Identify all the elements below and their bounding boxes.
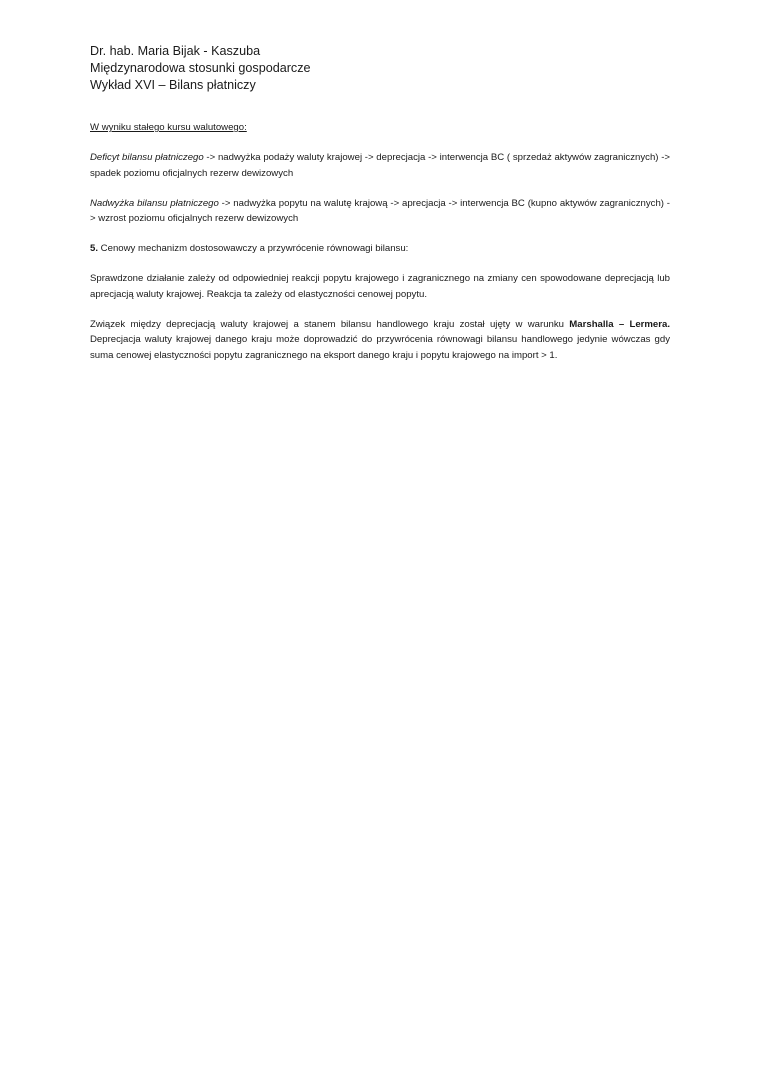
elasticity-paragraph: Sprawdzone działanie zależy od odpowiedniej reakcji popytu krajowego i zagranicznego na zmiany cen spowodowane deprecjacją lub aprecjacją waluty krajowej. Reakcja ta zależy od elastyczności cenowej popytu. (90, 273, 670, 300)
deficit-paragraph (90, 150, 670, 181)
document-page (90, 43, 670, 378)
surplus-text: -> nadwyżka popytu na walutę krajową -> aprecjacja -> interwencja BC (kupno aktywów zagranicznych) -> wzrost poziomu oficjalnych rezerw dewizowych (90, 197, 671, 224)
document-header (90, 43, 670, 94)
marshall-lerner-intro: Związek między deprecjacją waluty krajowej a stanem bilansu handlowego kraju został ujęty w warunku (90, 318, 570, 330)
deficit-term: Deficyt bilansu płatniczego (90, 152, 204, 163)
lecture-title: Wykład XVI – Bilans płatniczy (90, 78, 256, 92)
course-title: Międzynarodowa stosunki gospodarcze (90, 61, 311, 75)
section-heading: W wyniku stałego kursu walutowego: (90, 122, 247, 133)
document-body (90, 120, 670, 363)
surplus-term: Nadwyżka bilansu płatniczego (90, 197, 219, 209)
point-5-text: Cenowy mechanizm dostosowawczy a przywrócenie równowagi bilansu: (98, 243, 409, 254)
point-5-number: 5. (90, 243, 99, 254)
marshall-lerner-paragraph (90, 317, 670, 364)
marshall-lerner-term: Marshalla – Lermera. (569, 318, 670, 330)
deficit-text: -> nadwyżka podaży waluty krajowej -> deprecjacja -> interwencja BC ( sprzedaż aktywów zagranicznych) -> spadek poziomu oficjalnych rezerw dewizowych (90, 152, 671, 179)
surplus-paragraph (90, 196, 670, 227)
point-5-paragraph (90, 241, 670, 257)
author-line: Dr. hab. Maria Bijak - Kaszuba (90, 44, 261, 58)
marshall-lerner-text: Deprecjacja waluty krajowej danego kraju może doprowadzić do przywrócenia równowagi bilansu handlowego jedynie wówczas gdy suma cenowej elastyczności popytu zagranicznego na eksport danego kraju i popytu krajowego na import > 1. (90, 334, 670, 361)
section-heading-paragraph (90, 120, 670, 136)
